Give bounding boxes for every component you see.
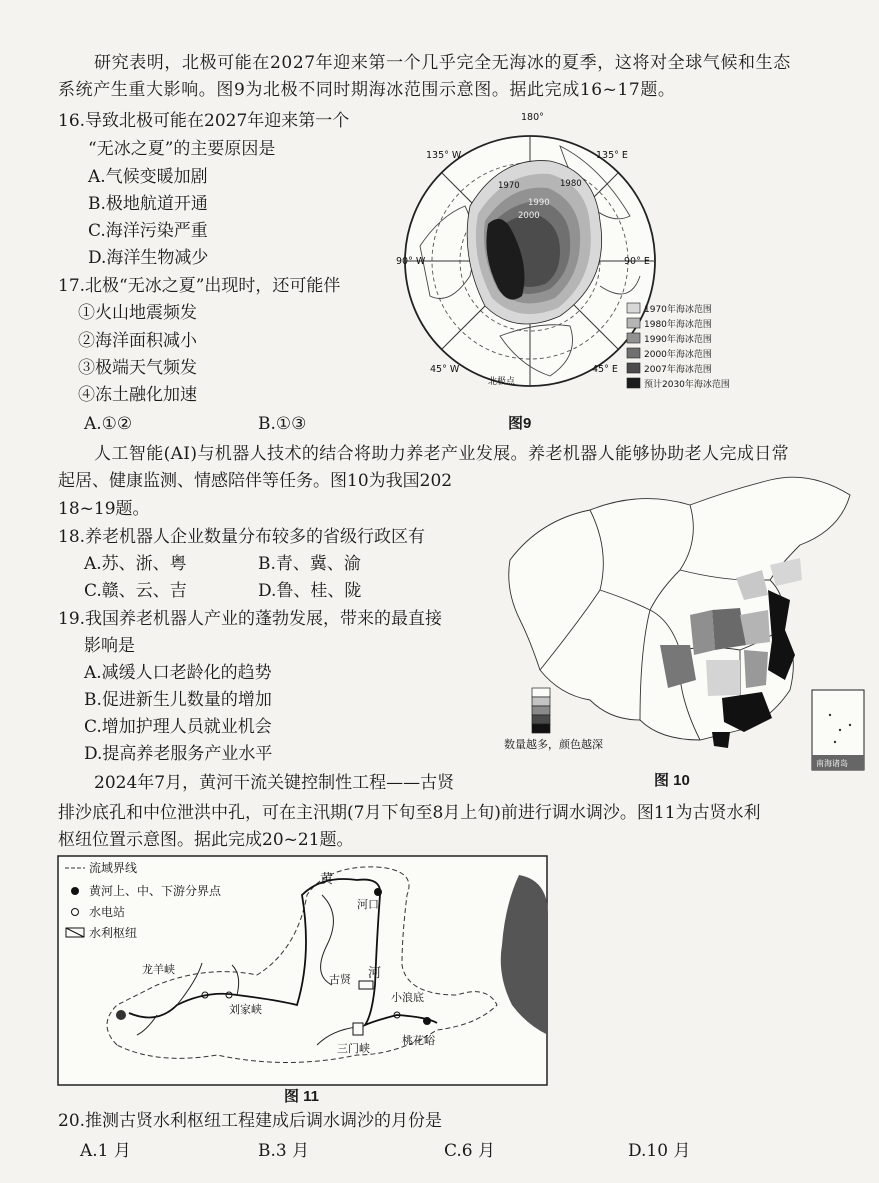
legend-reach-boundary-point: 黄河上、中、下游分界点 [89,884,222,898]
place-xiaolangdi: 小浪底 [391,991,424,1004]
legend-swatch-1980 [627,318,640,328]
q17-item-2: ②海洋面积减小 [78,331,197,351]
legend-hydro-station: 水电站 [89,905,126,919]
place-taohuayu: 桃花峪 [402,1034,435,1047]
q16-option-a[interactable]: A.气候变暖加剧 [88,167,208,187]
q19-option-a[interactable]: A.减缓人口老龄化的趋势 [84,663,272,683]
q20-option-c[interactable]: C.6 月 [444,1141,496,1161]
province-hunan [706,660,740,696]
intro2-line1: 人工智能(AI)与机器人技术的结合将助力养老产业发展。养老机器人能够协助老人完成日常 [94,444,790,464]
q20-stem: 20.推测古贤水利枢纽工程建成后调水调沙的月份是 [58,1111,443,1131]
fig10-legend [532,688,550,733]
intro1-line2: 系统产生重大影响。图9为北极不同时期海冰范围示意图。据此完成16~17题。 [58,80,676,100]
q19-option-b[interactable]: B.促进新生儿数量的增加 [84,690,272,710]
lon-label-90w: 90° W [396,256,426,267]
province-shaanxi [690,610,715,655]
q16-stem: 16.导致北极可能在2027年迎来第一个 [58,111,350,131]
river-char-huang: 黄 [320,872,334,887]
place-liujiaxia: 刘家峡 [229,1003,262,1016]
intro3-line3: 枢纽位置示意图。据此完成20~21题。 [58,830,354,850]
year-label-2000: 2000 [518,211,540,221]
province-jiangxi [744,650,768,688]
place-sanmenxia: 三门峡 [337,1042,370,1055]
q18-stem: 18.养老机器人企业数量分布较多的省级行政区有 [58,527,426,547]
year-label-1980: 1980 [560,179,582,189]
legend-label-1970: 1970年海冰范围 [644,305,712,315]
legend-label-2007: 2007年海冰范围 [644,365,712,375]
legend-swatch-2007 [627,363,640,373]
q18-option-c[interactable]: C.赣、云、吉 [84,581,187,601]
q16-option-d[interactable]: D.海洋生物减少 [88,248,209,268]
q18-option-a[interactable]: A.苏、浙、粤 [84,554,187,574]
q19-option-d[interactable]: D.提高养老服务产业水平 [84,744,273,764]
intro2-line3: 18~19题。 [58,499,150,519]
province-henan [712,608,746,650]
legend-swatch-1970 [627,303,640,313]
legend-label-1980: 1980年海冰范围 [644,320,712,330]
lon-label-180: 180° [521,112,544,123]
legend-swatch-2030 [627,378,640,388]
intro3-line1: 2024年7月，黄河干流关键控制性工程——古贤 [94,773,455,793]
q17-item-4: ④冻土融化加速 [78,385,197,405]
place-longyangxia: 龙羊峡 [142,963,175,976]
q20-option-b[interactable]: B.3 月 [258,1141,310,1161]
q17-stem: 17.北极“无冰之夏”出现时，还可能伴 [58,276,341,296]
province-hainan [712,732,730,748]
north-pole-label: 北极点 [488,377,516,387]
lon-label-45e: 45° E [592,364,618,375]
q18-option-d[interactable]: D.鲁、桂、陇 [258,581,362,601]
china-robot-enterprise-map [500,470,870,800]
lon-label-90e: 90° E [624,256,650,267]
legend-basin-boundary: 流域界线 [89,861,138,875]
lon-label-45w: 45° W [430,364,460,375]
q16-stem-cont: “无冰之夏”的主要原因是 [88,139,276,159]
q19-stem-cont: 影响是 [84,636,135,656]
q19-stem: 19.我国养老机器人产业的蓬勃发展，带来的最直接 [58,609,443,629]
q18-option-b[interactable]: B.青、冀、渝 [258,554,361,574]
fig11-caption: 图 11 [284,1088,320,1105]
q17-option-a[interactable]: A.①② [84,414,133,434]
legend-swatch-2000 [627,348,640,358]
intro3-line2: 排沙底孔和中位泄洪中孔，可在主汛期(7月下旬至8月上旬)前进行调水调沙。图11为古贤水利 [58,803,761,823]
legend-label-2030: 预计2030年海冰范围 [644,380,730,390]
intro1-line1: 研究表明，北极可能在2027年迎来第一个几乎完全无海冰的夏季，这将对全球气候和生态 [94,53,791,73]
legend-label-2000: 2000年海冰范围 [644,350,712,360]
legend-label-1990: 1990年海冰范围 [644,335,712,345]
river-char-he: 河 [368,966,382,981]
year-label-1970: 1970 [498,181,520,191]
q16-option-c[interactable]: C.海洋污染严重 [88,221,208,241]
q20-option-d[interactable]: D.10 月 [628,1141,691,1161]
q19-option-c[interactable]: C.增加护理人员就业机会 [84,717,272,737]
arctic-sea-ice-map [396,106,740,426]
legend-water-project: 水利枢纽 [89,926,138,940]
q16-option-b[interactable]: B.极地航道开通 [88,194,208,214]
lon-label-135e: 135° E [596,150,628,161]
lon-label-135w: 135° W [426,150,462,161]
q17-item-1: ①火山地震频发 [78,303,197,323]
fig10-legend-note: 数量越多，颜色越深 [504,738,603,751]
place-guxian: 古贤 [329,973,351,986]
legend-swatch-1990 [627,333,640,343]
guxian-location-map [57,855,548,1086]
place-hekou: 河口 [357,898,379,911]
south-sea-inset-label: 南海诸岛 [816,759,848,768]
fig9-caption: 图9 [508,415,532,432]
year-label-1990: 1990 [528,198,550,208]
intro2-line2: 起居、健康监测、情感陪伴等任务。图10为我国202 [58,471,453,491]
q17-option-b[interactable]: B.①③ [258,414,307,434]
q17-item-3: ③极端天气频发 [78,358,197,378]
fig10-caption: 图 10 [654,772,690,789]
q20-option-a[interactable]: A.1 月 [80,1141,131,1161]
